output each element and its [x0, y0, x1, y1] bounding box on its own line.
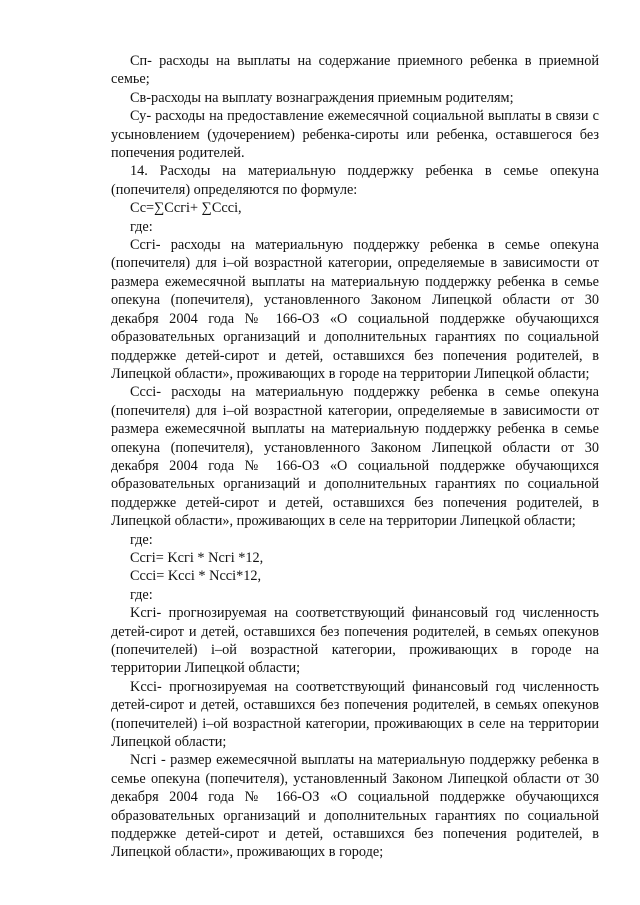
- where-label-1: где:: [130, 218, 153, 235]
- where-label-3: где:: [130, 586, 153, 603]
- paragraph-ccci: Ccci- расходы на материальную поддержку ребенка в семье опекуна (попечителя) для i–ой возрастной категории, определяемые в зависимости от размера ежемесячной выплаты на материальную поддержку ребенка в семье опекуна (попечителя), установленного Законом Липецкой области от 30 декабря 2004 года № 166-ОЗ «О социальной поддержке обучающихся образовательных организаций и дополнительных гарантиях по социальной поддержке детей-сирот и детей, оставшихся без попечения родителей, в Липецкой области», проживающих в селе на территории Липецкой области;: [111, 384, 599, 530]
- formula-ccgi: Ccгi= Kcгi * Ncгi *12,: [130, 549, 264, 566]
- paragraph-su: Су- расходы на предоставление ежемесячной социальной выплаты в связи с усыновлением (удочерением) ребенка-сироты или ребенка, оставшегося без попечения родителей.: [111, 108, 599, 162]
- paragraph-sp: Сп- расходы на выплаты на содержание приемного ребенка в приемной семье;: [111, 53, 599, 88]
- paragraph-ccgi: Ccгi- расходы на материальную поддержку ребенка в семье опекуна (попечителя) для i–ой возрастной категории, определяемые в зависимости от размера ежемесячной выплаты на материальную поддержку ребенка в семье опекуна (попечителя), установленного Законом Липецкой области от 30 декабря 2004 года № 166-ОЗ «О социальной поддержке обучающихся образовательных организаций и дополнительных гарантиях по социальной поддержке детей-сирот и детей, оставшихся без попечения родителей, в Липецкой области», проживающих в городе на территории Липецкой области;: [111, 237, 599, 382]
- paragraph-sv: Св-расходы на выплату вознаграждения приемным родителям;: [130, 89, 514, 106]
- formula-cc: Сс=∑Ccгi+ ∑Ccci,: [130, 200, 242, 217]
- where-label-2: где:: [130, 531, 153, 548]
- paragraph-kcgi: Kcгi- прогнозируемая на соответствующий финансовый год численность детей-сирот и детей, оставшихся без попечения родителей, в семьях опекунов (попечителей) i–ой возрастной категории, проживающих в городе на территории Липецкой области;: [111, 605, 599, 677]
- paragraph-item-14: 14. Расходы на материальную поддержку ребенка в семье опекуна (попечителя) определяются по формуле:: [111, 163, 599, 198]
- paragraph-ncgi: Ncгi - размер ежемесячной выплаты на материальную поддержку ребенка в семье опекуна (попечителя), установленный Законом Липецкой области от 30 декабря 2004 года № 166-ОЗ «О социальной поддержке обучающихся образовательных организаций и дополнительных гарантиях по социальной поддержке детей-сирот и детей, оставшихся без попечения родителей, в Липецкой области», проживающих в городе;: [111, 752, 599, 861]
- formula-ccci: Ccci= Kcci * Ncci*12,: [130, 568, 262, 585]
- paragraph-kcci: Kcci- прогнозируемая на соответствующий финансовый год численность детей-сирот и детей, оставшихся без попечения родителей, в семьях опекунов (попечителей) i–ой возрастной категории, проживающих в селе на территории Липецкой области;: [111, 678, 599, 751]
